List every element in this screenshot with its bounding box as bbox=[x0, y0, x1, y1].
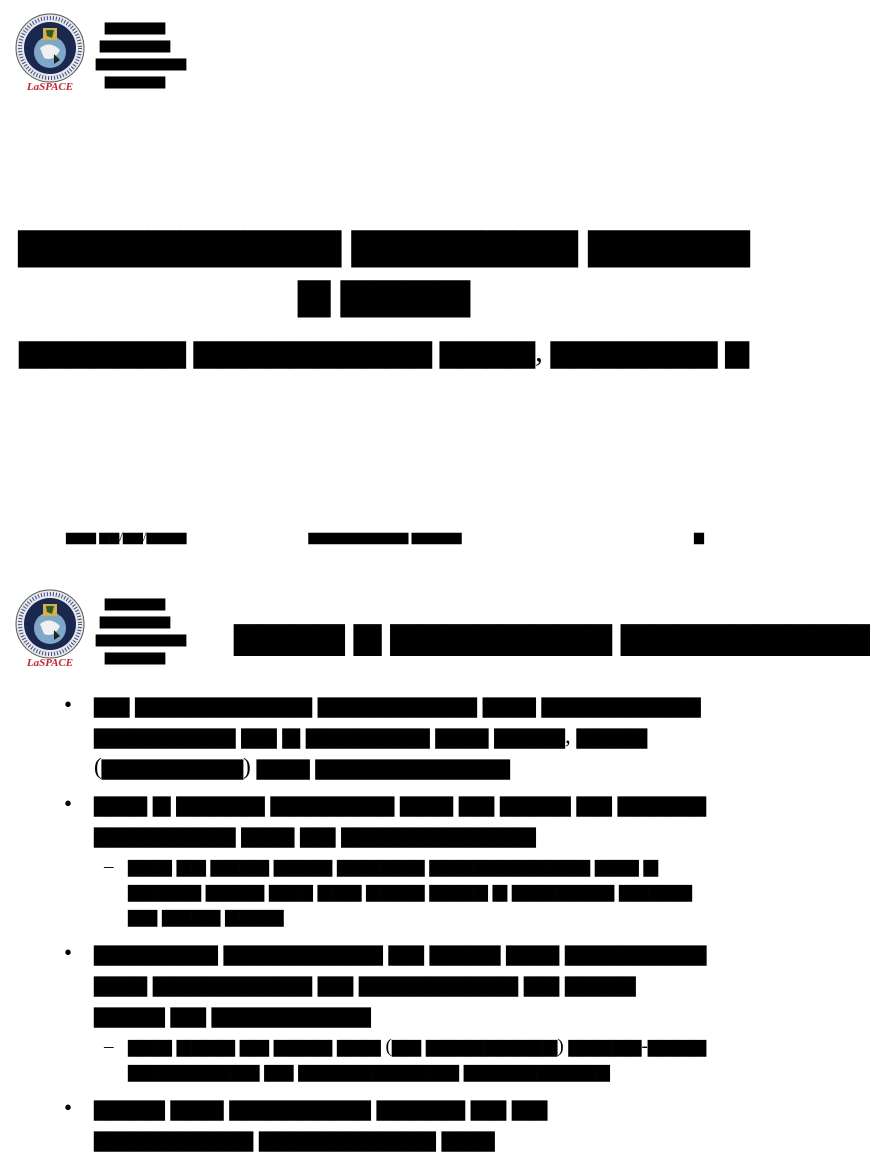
bullet-text: ▆▆▆ ▆▆ ▆▆▆▆ ▆▆▆▆ ▆▆▆▆▆▆ ▆▆▆▆▆▆▆▆▆▆▆ ▆▆▆ ▆ ▆▆▆▆▆ ▆▆▆▆ ▆▆▆ ▆▆▆ ▆▆▆▆ ▆▆▆▆ ▆ ▆▆▆▆▆▆▆ ▆▆▆▆▆ ▆▆ ▆▆▆▆ ▆▆▆▆ bbox=[128, 856, 693, 927]
course-label bbox=[96, 594, 186, 666]
sub-bullet-item bbox=[58, 1034, 708, 1084]
course-line: ▆▆▆▆▆▆ bbox=[105, 73, 165, 88]
course-line: ▆▆▆▆▆▆ bbox=[105, 649, 165, 664]
course-line: ▆▆▆▆▆▆▆▆▆ bbox=[96, 631, 186, 646]
bullet-marker: – bbox=[104, 856, 114, 877]
footer-date: ▆▆▆ ▆▆/▆▆/▆▆▆▆ bbox=[66, 529, 187, 544]
footer-title: ▆▆▆▆▆▆▆▆▆▆ ▆▆▆▆▆ bbox=[308, 529, 462, 544]
bullet-marker: • bbox=[64, 1095, 73, 1120]
sub-bullet-item bbox=[58, 854, 708, 929]
bullet-item bbox=[58, 937, 708, 1030]
bullet-list bbox=[58, 689, 708, 1160]
bullet-text: ▆▆▆ ▆▆▆▆ ▆▆ ▆▆▆▆ ▆▆▆ (▆▆ ▆▆▆▆▆▆▆▆▆) ▆▆▆▆▆-▆▆▆▆ ▆▆▆▆▆▆▆▆▆ ▆▆ ▆▆▆▆▆▆▆▆▆▆▆ ▆▆▆▆▆▆▆▆▆▆ bbox=[128, 1036, 707, 1082]
bullet-marker: – bbox=[104, 1036, 114, 1057]
slide-subtitle: ▆▆▆▆▆▆▆ ▆▆▆▆▆▆▆▆▆▆ ▆▆▆▆, ▆▆▆▆▆▆▆ ▆ bbox=[18, 333, 750, 368]
slide-1 bbox=[0, 0, 768, 576]
svg-text:LaSPACE: LaSPACE bbox=[26, 657, 74, 669]
slide-title: ▆▆▆▆ ▆ ▆▆▆▆▆▆▆▆ ▆▆▆▆▆▆▆▆▆ bbox=[234, 615, 870, 655]
course-line: ▆▆▆▆▆▆ bbox=[105, 19, 165, 34]
bullet-text: ▆▆▆ ▆ ▆▆▆▆▆ ▆▆▆▆▆▆▆ ▆▆▆ ▆▆ ▆▆▆▆ ▆▆ ▆▆▆▆▆ ▆▆▆▆▆▆▆▆ ▆▆▆ ▆▆ ▆▆▆▆▆▆▆▆▆▆▆ bbox=[94, 791, 707, 847]
bullet-marker: • bbox=[64, 692, 73, 717]
course-label bbox=[96, 18, 186, 90]
footer-page-number: ▆ bbox=[694, 529, 704, 544]
slide-2 bbox=[0, 576, 870, 1151]
bullet-text: ▆▆▆▆ ▆▆▆ ▆▆▆▆▆▆▆▆ ▆▆▆▆▆ ▆▆ ▆▆ ▆▆▆▆▆▆▆▆▆ ▆▆▆▆▆▆▆▆▆▆ ▆▆▆ bbox=[94, 1095, 548, 1151]
bullet-marker: • bbox=[64, 791, 73, 816]
bullet-text: ▆▆ ▆▆▆▆▆▆▆▆▆▆ ▆▆▆▆▆▆▆▆▆ ▆▆▆ ▆▆▆▆▆▆▆▆▆ ▆▆▆▆▆▆▆▆ ▆▆ ▆ ▆▆▆▆▆▆▆ ▆▆▆ ▆▆▆▆, ▆▆▆▆ (▆▆▆▆▆▆▆▆) ▆▆▆ ▆▆▆▆▆▆▆▆▆▆▆ bbox=[94, 692, 701, 779]
course-line: ▆▆▆▆▆▆▆ bbox=[100, 37, 170, 52]
bullet-marker: • bbox=[64, 940, 73, 965]
bullet-item bbox=[58, 1092, 708, 1154]
bullet-item bbox=[58, 788, 708, 850]
slide-title: ▆▆▆▆▆▆▆▆▆▆ ▆▆▆▆▆▆▆ ▆▆▆▆▆ ▆ ▆▆▆▆ bbox=[18, 221, 750, 317]
bullet-item bbox=[58, 689, 708, 782]
course-line: ▆▆▆▆▆▆▆▆▆ bbox=[96, 55, 186, 70]
course-line: ▆▆▆▆▆▆▆ bbox=[100, 613, 170, 628]
bullet-text: ▆▆▆▆▆▆▆ ▆▆▆▆▆▆▆▆▆ ▆▆ ▆▆▆▆ ▆▆▆ ▆▆▆▆▆▆▆▆ ▆▆▆ ▆▆▆▆▆▆▆▆▆ ▆▆ ▆▆▆▆▆▆▆▆▆ ▆▆ ▆▆▆▆ ▆▆▆▆ ▆▆ ▆▆▆▆▆▆▆▆▆ bbox=[94, 940, 707, 1027]
course-line: ▆▆▆▆▆▆ bbox=[105, 595, 165, 610]
svg-text:LaSPACE: LaSPACE bbox=[26, 81, 74, 93]
laspace-logo-icon bbox=[14, 12, 86, 92]
laspace-logo-icon bbox=[14, 588, 86, 668]
